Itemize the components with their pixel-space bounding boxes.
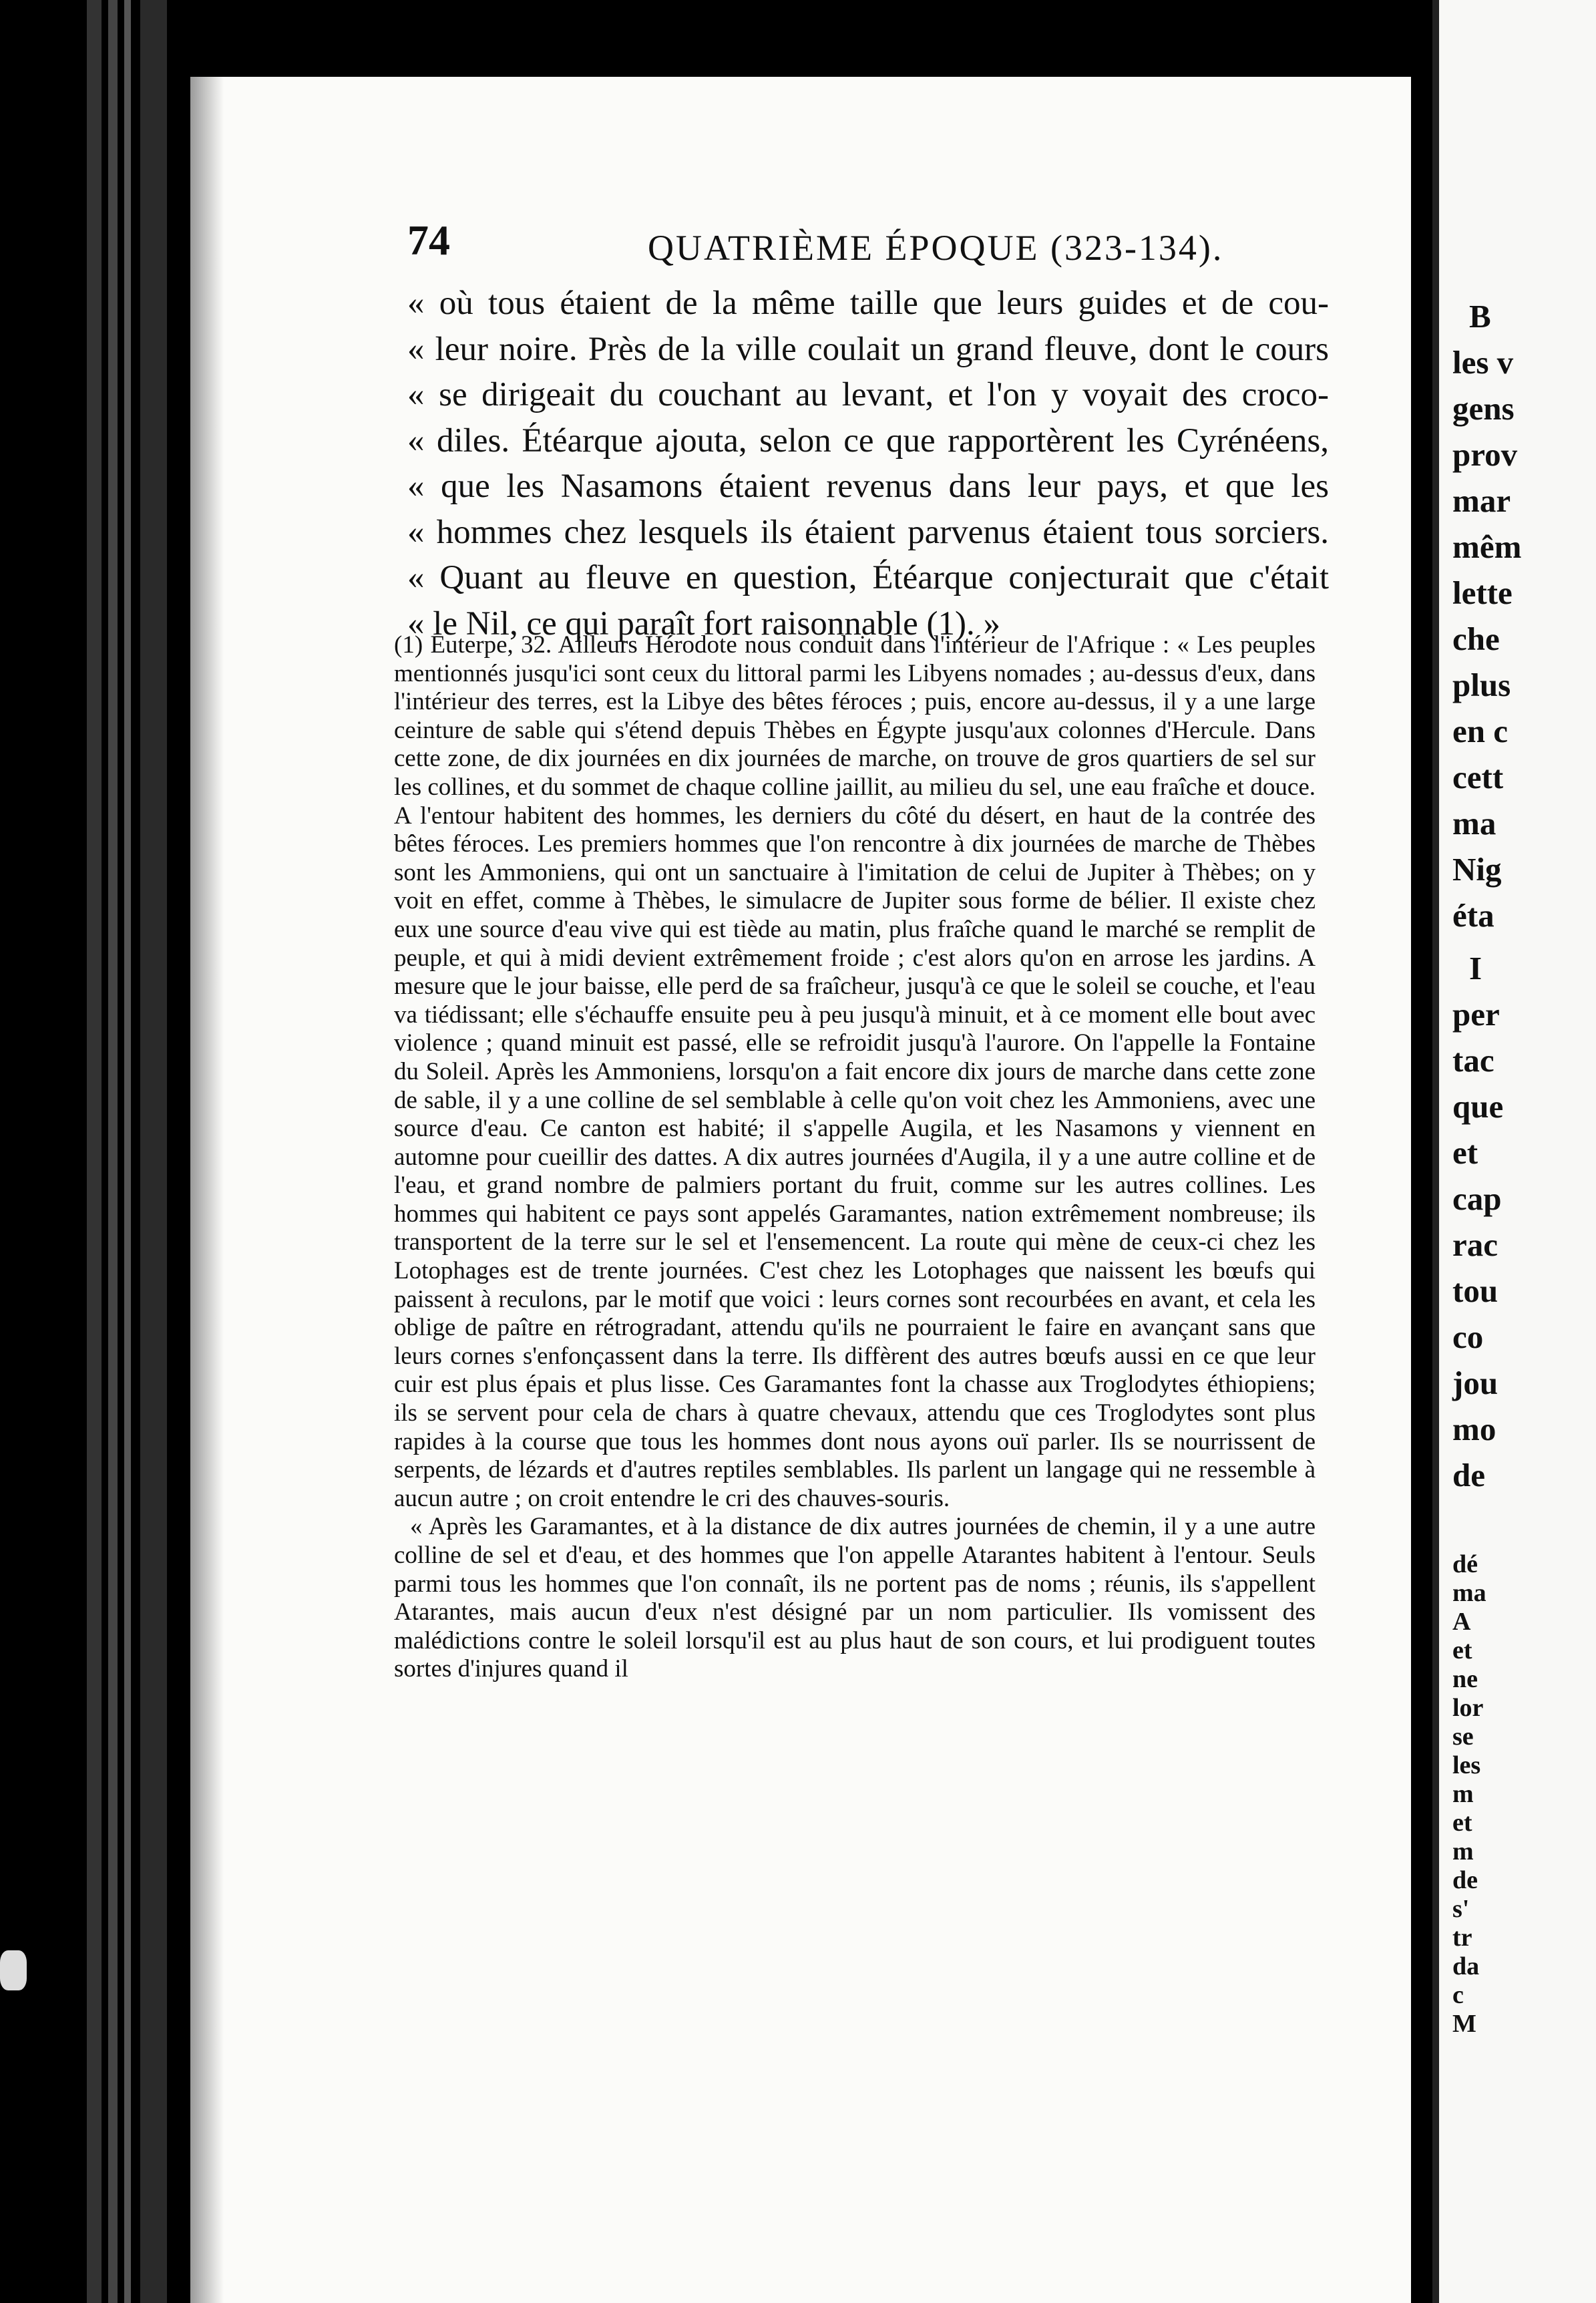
right-page-line: mar <box>1452 482 1511 519</box>
right-page-fragment <box>1432 0 1596 2303</box>
right-page-line: co <box>1452 1318 1484 1355</box>
right-page-note-line: da <box>1452 1952 1480 1980</box>
right-page-line: et <box>1452 1134 1478 1171</box>
binding-edge-stripe-4 <box>140 0 167 2303</box>
right-page-inner-border <box>1432 0 1439 2303</box>
right-page-line: éta <box>1452 897 1494 934</box>
binding-edge-stripe-1 <box>87 0 102 2303</box>
quote-line: « que les Nasamons étaient revenus dans leur pays, et que les <box>407 468 1329 505</box>
right-page-note-line: ma <box>1452 1579 1486 1607</box>
right-page-line: I <box>1469 950 1482 987</box>
right-page-note-line: de <box>1452 1866 1478 1894</box>
right-page-note-line: les <box>1452 1751 1481 1779</box>
right-page-note-line: dé <box>1452 1550 1478 1578</box>
right-page-line: B <box>1469 298 1491 335</box>
right-page-note-line: m <box>1452 1837 1474 1866</box>
right-page-note-line: tr <box>1452 1924 1472 1952</box>
quote-block <box>407 281 1329 647</box>
right-page-line: Nig <box>1452 851 1502 888</box>
right-page-line: en c <box>1452 713 1508 749</box>
right-page-line: tac <box>1452 1042 1494 1079</box>
right-page-line: les v <box>1452 344 1514 381</box>
right-page-line: cett <box>1452 759 1504 795</box>
right-page-line: lette <box>1452 574 1513 611</box>
quote-line: « leur noire. Près de la ville coulait un grand fleuve, dont le cours <box>407 330 1329 368</box>
right-page-note-line: A <box>1452 1608 1471 1636</box>
footnote-paragraph: (1) Euterpe, 32. Ailleurs Hérodote nous conduit dans l'intérieur de l'Afrique : « Les peuples mentionnés jusqu'ici sont ceux du littoral parmi les Libyens nomades ; au-dessus d'eux, dans l'intérieur des terres, est la Libye des bêtes féroces ; puis, encore au-dessus, il y a une large ceinture de sable qui s'étend depuis Thèbes en Égypte jusqu'aux colonnes d'Hercule. Dans cette zone, de dix journées en dix journées de marche, on trouve de gros quartiers de sel sur les collines, et du sommet de chaque colline jaillit, au milieu du sel, une eau fraîche et douce. A l'entour habitent des hommes, les derniers du côté du désert, en haut de la contrée des bêtes féroces. Les premiers hommes que l'on rencontre à dix journées de marche de Thèbes sont les Ammoniens, qui ont un sanctuaire à l'imitation de celui de Jupiter à Thèbes; on y voit en effet, comme à Thèbes, le simulacre de Jupiter sous forme de bélier. Il existe chez eux une source d'eau vive qui est tiède au matin, plus fraîche quand le marché se remplit de peuple, et qui à midi devient extrêmement froide ; c'est alors qu'on en arrose les jardins. A mesure que le jour baisse, elle perd de sa fraîcheur, jusqu'à ce que le soleil se couche, et l'eau va tiédissant; elle s'échauffe ensuite peu à peu jusqu'à minuit, et à ce moment elle bout avec violence ; quand minuit est passé, elle se refroidit jusqu'à l'aurore. On l'appelle la Fontaine du Soleil. Après les Ammoniens, lorsqu'on a fait encore dix jours de marche dans cette zone de sable, il y a une colline de sel semblable à celle qu'on voit chez les Ammoniens, avec une source d'eau. Ce canton est habité; il s'appelle Augila, et les Nasamons y viennent en automne pour cueillir des dattes. A dix autres journées d'Augila, il y a une autre colline et de l'eau, et grand nombre de palmiers portant du fruit, comme sur les autres collines. Les hommes qui habitent ce pays sont appelés Garamantes, nation extrêmement nombreuse; ils transportent de la terre sur le sel et l'ensemencent. La route qui mène de ceux-ci chez les Lotophages est de trente journées. C'est chez les Lotophages que naissent les bœufs qui paissent à reculons, par le motif que voici : leurs cornes sont recourbées en avant, et cela les oblige de paître en rétrogradant, attendu qu'ils ne pourraient le faire en avançant sans que leurs cornes s'enfonçassent dans la terre. Ils diffèrent des autres bœufs aussi en ce que leur cuir est plus épais et plus lisse. Ces Garamantes font la chasse aux Troglodytes éthiopiens; ils se servent pour cela de chars à quatre chevaux, attendu que ces Troglodytes sont plus rapides à la course que tous les hommes dont nous ayons ouï parler. Ils se nourrissent de serpents, de lézards et d'autres reptiles semblables. Ils parlent un langage qui ne ressemble à aucun autre ; on croit entendre le cri des chauves-souris. <box>394 631 1316 1512</box>
footnote-paragraph: « Après les Garamantes, et à la distance de dix autres journées de chemin, il y a une autre colline de sel et d'eau, et des hommes que l'on appelle Atarantes habitent à l'entour. Seuls parmi tous les hommes que l'on connaît, ils ne portent pas de noms ; réunis, ils s'appellent Atarantes, mais aucun d'eux n'est désigné par un nom particulier. Ils vomissent des malédictions contre le soleil lorsqu'il est au plus haut de son cours, et lui prodiguent toutes sortes d'injures quand il <box>394 1513 1316 1683</box>
running-header: QUATRIÈME ÉPOQUE (323-134). <box>648 228 1224 268</box>
right-page-line: che <box>1452 621 1500 657</box>
right-page-note-line: lor <box>1452 1694 1484 1722</box>
quote-line: « le Nil, ce qui paraît fort raisonnable (1). » <box>407 604 1000 643</box>
quote-line: « diles. Étéarque ajouta, selon ce que rapportèrent les Cyrénéens, <box>407 421 1329 460</box>
quote-line: « hommes chez lesquels ils étaient parvenus étaient tous sorciers. <box>407 513 1329 551</box>
right-page-note-line: et <box>1452 1809 1472 1837</box>
right-page-line: tou <box>1452 1272 1499 1309</box>
right-page-line: per <box>1452 996 1500 1033</box>
right-page-note-line: se <box>1452 1723 1474 1751</box>
quote-line: « se dirigeait du couchant au levant, et l'on y voyait des croco- <box>407 376 1329 413</box>
right-page-line: que <box>1452 1088 1504 1125</box>
right-page-line: ma <box>1452 805 1497 842</box>
scan-speck <box>0 1950 27 1990</box>
right-page-line: rac <box>1452 1226 1498 1263</box>
right-page-line: de <box>1452 1457 1485 1493</box>
right-page-line: mêm <box>1452 528 1522 565</box>
right-page-line: prov <box>1452 436 1518 473</box>
right-page-note-line: c <box>1452 1981 1464 2009</box>
right-page-note-line: m <box>1452 1780 1474 1808</box>
quote-line: « où tous étaient de la même taille que leurs guides et de cou- <box>407 285 1329 322</box>
right-page-line: mo <box>1452 1411 1497 1447</box>
right-page-note-line: M <box>1452 2010 1476 2038</box>
right-page-line: plus <box>1452 667 1511 703</box>
right-page-note-line: et <box>1452 1636 1472 1664</box>
binding-edge-stripe-3 <box>124 0 131 2303</box>
right-page-note-line: s' <box>1452 1895 1470 1923</box>
right-page-line: cap <box>1452 1180 1502 1217</box>
binding-edge-stripe-2 <box>108 0 118 2303</box>
page-number: 74 <box>407 216 450 264</box>
right-page-note-line: ne <box>1452 1665 1478 1693</box>
gutter-shadow <box>190 77 224 2303</box>
quote-line: « Quant au fleuve en question, Étéarque conjecturait que c'était <box>407 559 1329 596</box>
running-head <box>407 208 1342 282</box>
right-page-line: jou <box>1452 1365 1499 1401</box>
footnote-block <box>394 631 1316 1684</box>
right-page-line: gens <box>1452 390 1515 427</box>
